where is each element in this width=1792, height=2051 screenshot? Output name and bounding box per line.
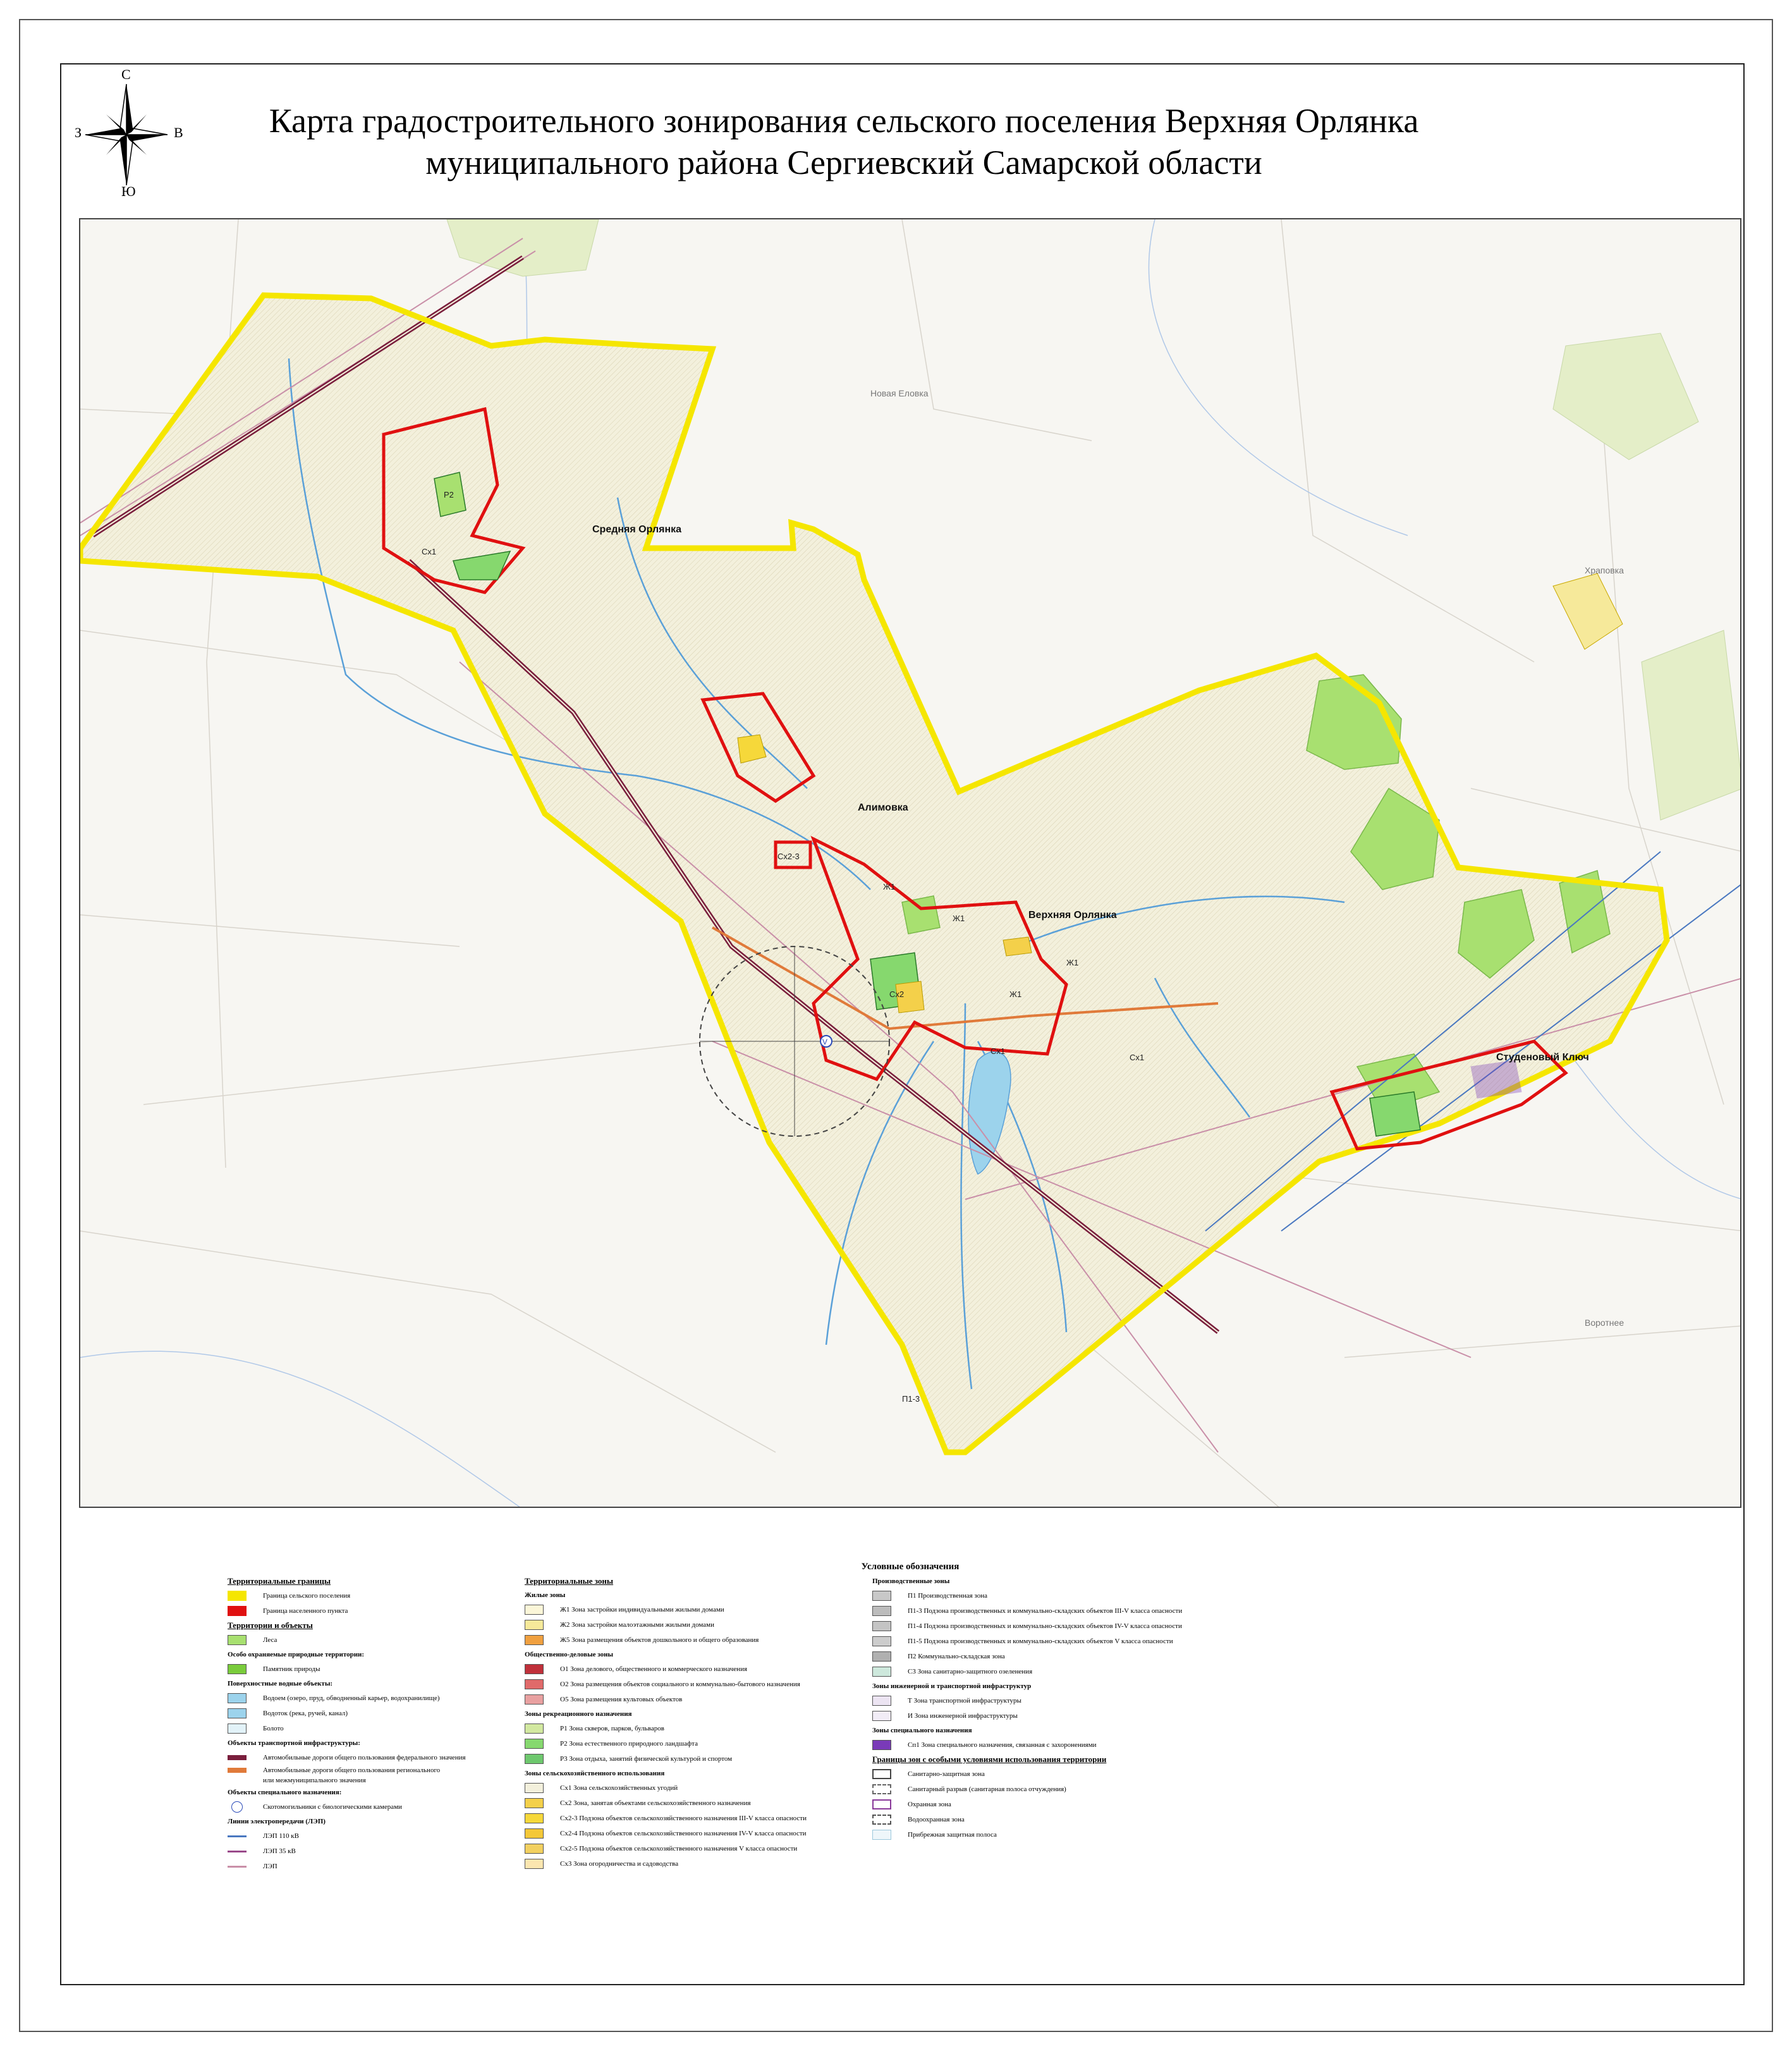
legend-swatch [525, 1679, 544, 1689]
legend-item [872, 1812, 1378, 1827]
legend-label: Памятник природы [263, 1665, 320, 1673]
legend-swatch [525, 1783, 544, 1793]
legend-swatch [872, 1711, 891, 1721]
legend-label: Санитарно-защитная зона [908, 1770, 985, 1778]
legend-swatch [872, 1696, 891, 1706]
legend-label: С3 Зона санитарно-защитного озеленения [908, 1668, 1033, 1675]
legend-item [872, 1603, 1378, 1619]
legend-label: П1 Производственная зона [908, 1592, 987, 1600]
outside-label-novaya: Новая Еловка [870, 388, 929, 398]
legend-label: ЛЭП 110 кВ [263, 1832, 299, 1840]
legend-label: П2 Коммунально-складская зона [908, 1653, 1005, 1660]
legend-subheader: Особо охраняемые природные территории: [228, 1651, 365, 1658]
legend-swatch [872, 1830, 891, 1840]
outside-label-khrapovo: Храповка [1585, 565, 1624, 575]
legend-label: Р2 Зона естественного природного ландшафта [560, 1740, 698, 1748]
legend-swatch [525, 1859, 544, 1869]
legend-label: Р1 Зона скверов, парков, бульваров [560, 1725, 664, 1732]
legend-swatch [228, 1835, 247, 1837]
legend-label: ЛЭП [263, 1863, 277, 1870]
legend-swatch [525, 1694, 544, 1705]
legend-item [872, 1664, 1378, 1679]
forest-icon [228, 1635, 247, 1645]
legend-label: Сх2 Зона, занятая объектами сельскохозяйственного назначения [560, 1799, 751, 1807]
legend-label: И Зона инженерной инфраструктуры [908, 1712, 1018, 1720]
legend-swatch [872, 1784, 891, 1794]
map-area[interactable] [79, 218, 1741, 1508]
legend-subheader: Зоны сельскохозяйственного использования [525, 1770, 665, 1777]
zone-code-label: Сх1 [1130, 1053, 1145, 1062]
legend-label: Автомобильные дороги общего пользования регионального [263, 1766, 441, 1774]
legend-swatch [872, 1621, 891, 1631]
legend-swatch [872, 1636, 891, 1646]
legend-header-boundaries: Территориальные границы [228, 1576, 331, 1586]
legend-swatch [228, 1591, 247, 1601]
zone-code-label: Сх2 [889, 989, 905, 999]
locality-label-srednyaya: Средняя Орлянка [592, 524, 682, 535]
legend-swatch [872, 1606, 891, 1616]
legend-subheader: Линии электропередачи (ЛЭП) [228, 1818, 326, 1825]
legend-item [872, 1797, 1378, 1812]
legend-label: Ж2 Зона застройки малоэтажными жилыми домами [560, 1621, 715, 1629]
zone-code-label: П1-3 [902, 1394, 920, 1404]
compass-north-label: С [121, 66, 131, 82]
legend-label: Сх2-5 Подзона объектов сельскохозяйственного назначения V класса опасности [560, 1845, 798, 1852]
legend-label: О5 Зона размещения культовых объектов [560, 1696, 683, 1703]
locality-label-alimovka: Алимовка [858, 802, 908, 813]
legend-swatch [525, 1664, 544, 1674]
legend-item [525, 1856, 967, 1871]
legend-label: ЛЭП 35 кВ [263, 1847, 296, 1855]
legend-label: Сх3 Зона огородничества и садоводства [560, 1860, 679, 1868]
legend-item [872, 1634, 1378, 1649]
zone-code-label: Ж1 [953, 914, 965, 923]
legend-label: Болото [263, 1725, 284, 1732]
map-title-line-1: Карта градостроительного зонирования сельского поселения Верхняя Орлянка [269, 102, 1419, 140]
legend-label: Т Зона транспортной инфраструктуры [908, 1697, 1021, 1705]
legend-label: Сх2-3 Подзона объектов сельскохозяйственного назначения III-V класса опасности [560, 1815, 807, 1822]
legend-swatch [525, 1813, 544, 1823]
legend-subheader: Зоны специального назначения [872, 1727, 972, 1734]
compass-west-label: З [75, 125, 82, 140]
locality-label-klyuch: Студеновый Ключ [1496, 1052, 1589, 1063]
cattle-burial-icon[interactable] [820, 1036, 832, 1047]
legend-swatch [228, 1693, 247, 1703]
legend-swatch [872, 1799, 891, 1809]
legend-subheader: Жилые зоны [525, 1591, 566, 1599]
legend-label: Граница населенного пункта [263, 1607, 348, 1615]
legend-item [872, 1827, 1378, 1842]
zone-code-label: Сх1 [422, 547, 437, 556]
legend-subheader: Зоны рекреационного назначения [525, 1710, 632, 1718]
legend-item [872, 1782, 1378, 1797]
outside-label-vorotnee: Воротнее [1585, 1318, 1624, 1328]
legend-swatch [228, 1768, 247, 1773]
legend-label: Р3 Зона отдыха, занятий физической культурой и спортом [560, 1755, 733, 1763]
legend-swatch [872, 1591, 891, 1601]
legend-label: П1-4 Подзона производственных и коммунально-складских объектов IV-V класса опасности [908, 1622, 1182, 1630]
map-title-line-2: муниципального района Сергиевский Самарской области [425, 144, 1262, 181]
legend-swatch [525, 1723, 544, 1734]
legend-label: Леса [263, 1636, 277, 1644]
legend-swatch [525, 1754, 544, 1764]
legend-swatch [872, 1740, 891, 1750]
legend-subheader: Производственные зоны [872, 1577, 950, 1585]
map-title [253, 100, 1435, 183]
legend-label: П1-3 Подзона производственных и коммунально-складских объектов III-V класса опасности [908, 1607, 1183, 1615]
legend-swatch [872, 1667, 891, 1677]
legend-title: Условные обозначения [861, 1562, 960, 1572]
legend-item [872, 1588, 1378, 1603]
legend-swatch [228, 1723, 247, 1734]
legend-item [872, 1708, 1378, 1723]
legend-swatch [525, 1739, 544, 1749]
zone-code-label: Сх2-3 [777, 852, 800, 861]
legend-item [872, 1766, 1378, 1782]
legend-label: Водоохранная зона [908, 1816, 965, 1823]
legend-label: Автомобильные дороги общего пользования федерального значения [263, 1754, 466, 1761]
legend-item [872, 1737, 1378, 1753]
legend-label: О1 Зона делового, общественного и коммерческого назначения [560, 1665, 748, 1673]
legend-swatch [872, 1815, 891, 1825]
legend-label: Граница сельского поселения [263, 1592, 351, 1600]
zone-code-label: Р2 [444, 490, 454, 499]
legend-swatch [525, 1620, 544, 1630]
legend-subheader: Общественно-деловые зоны [525, 1651, 614, 1658]
legend-header-zones: Территориальные зоны [525, 1576, 614, 1586]
legend-label: Ж1 Зона застройки индивидуальными жилыми домами [560, 1606, 724, 1613]
legend-item [525, 1841, 967, 1856]
legend-label: Прибрежная защитная полоса [908, 1831, 997, 1839]
nature-monument-icon [228, 1664, 247, 1674]
cattle-burial-icon [231, 1801, 243, 1813]
legend-swatch [525, 1605, 544, 1615]
legend-item [872, 1619, 1378, 1634]
legend-swatch [525, 1828, 544, 1839]
compass-east-label: В [174, 125, 183, 140]
legend-label: Сх1 Зона сельскохозяйственных угодий [560, 1784, 678, 1792]
svg-text:V: V [822, 1038, 828, 1046]
legend-item [872, 1649, 1378, 1664]
zone-code-label: Ж1 [1009, 989, 1022, 999]
legend-swatch [525, 1844, 544, 1854]
outer-locality-khrapovo [1553, 573, 1623, 649]
legend-swatch [228, 1851, 247, 1852]
legend-subheader: Объекты специального назначения: [228, 1789, 342, 1796]
legend-subheader: Поверхностные водные объекты: [228, 1680, 333, 1687]
legend-label: Водоем (озеро, пруд, обводненный карьер, водохранилище) [263, 1694, 440, 1702]
legend-swatch [228, 1866, 247, 1868]
legend-header-restrictions: Границы зон с особыми условиями использования территории [872, 1754, 1107, 1764]
legend-label: Скотомогильники с биологическими камерами [263, 1803, 402, 1811]
legend-swatch [872, 1651, 891, 1662]
legend-label: Охранная зона [908, 1801, 951, 1808]
legend-swatch [525, 1635, 544, 1645]
legend-swatch [228, 1708, 247, 1718]
zoning-map[interactable] [80, 219, 1741, 1508]
legend-swatch [228, 1606, 247, 1616]
legend-label: О2 Зона размещения объектов социального и коммунально-бытового назначения [560, 1681, 800, 1688]
legend-subheader: Объекты транспортной инфраструктуры: [228, 1739, 360, 1747]
map-legend [79, 1555, 1741, 1909]
legend-label: Водоток (река, ручей, канал) [263, 1710, 348, 1717]
legend-swatch [872, 1769, 891, 1779]
zone-code-label: Ж1 [883, 882, 896, 891]
legend-label: Ж5 Зона размещения объектов дошкольного и общего образования [560, 1636, 759, 1644]
compass-south-label: Ю [121, 183, 136, 199]
legend-label: Сп1 Зона специального назначения, связанная с захоронениями [908, 1741, 1097, 1749]
compass-rose [70, 66, 183, 205]
locality-label-verkhnyaya: Верхняя Орлянка [1028, 910, 1117, 921]
legend-item [872, 1693, 1378, 1708]
zone-code-label: Ж1 [1066, 958, 1079, 967]
legend-swatch [525, 1798, 544, 1808]
legend-label: Санитарный разрыв (санитарная полоса отчуждения) [908, 1785, 1066, 1793]
legend-label: Сх2-4 Подзона объектов сельскохозяйственного назначения IV-V класса опасности [560, 1830, 807, 1837]
legend-label: или межмуниципального значения [263, 1777, 366, 1784]
legend-swatch [228, 1755, 247, 1760]
legend-label: П1-5 Подзона производственных и коммунально-складских объектов V класса опасности [908, 1638, 1173, 1645]
legend-subheader: Зоны инженерной и транспортной инфраструктур [872, 1682, 1032, 1690]
legend-header-territories: Территории и объекты [228, 1620, 313, 1630]
legend-column-3 [872, 1574, 1378, 1842]
zone-code-label: Сх1 [990, 1046, 1006, 1056]
